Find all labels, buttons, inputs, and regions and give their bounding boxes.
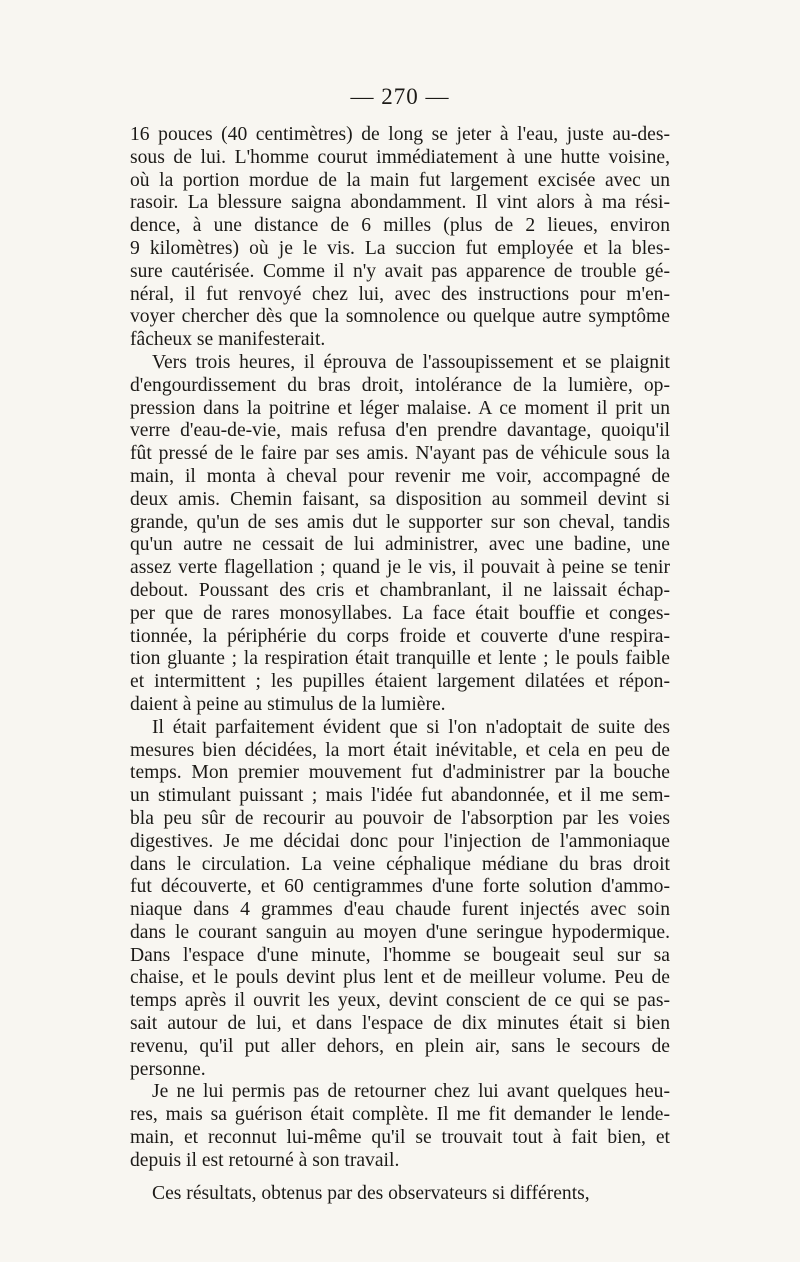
page-number: — 270 — (350, 84, 450, 109)
text-line: mesures bien décidées, la mort était inévitable, et cela en peu de (130, 739, 670, 761)
text-line: temps. Mon premier mouvement fut d'administrer par la bouche (130, 762, 670, 784)
text-line: digestives. Je me décidai donc pour l'injection de l'ammoniaque (130, 830, 670, 852)
text-line: néral, il fut renvoyé chez lui, avec des instructions pour m'en- (130, 283, 670, 305)
text-line: main, il monta à cheval pour revenir me voir, accompagné de (130, 465, 670, 487)
text-line: temps après il ouvrit les yeux, devint conscient de ce qui se pas- (130, 990, 670, 1012)
text-line: tionnée, la périphérie du corps froide et couverte d'une respira- (130, 625, 670, 647)
text-line: dans le courant sanguin au moyen d'une seringue hypodermique. (130, 921, 670, 943)
text-line: tion gluante ; la respiration était tranquille et lente ; le pouls faible (130, 648, 670, 670)
text-line: verre d'eau-de-vie, mais refusa d'en prendre davantage, quoiqu'il (130, 420, 670, 442)
text-line: 16 pouces (40 centimètres) de long se jeter à l'eau, juste au-des- (130, 124, 670, 145)
text-line: revenu, qu'il put aller dehors, en plein air, sans le secours de (130, 1035, 670, 1057)
paragraph (130, 717, 670, 1082)
text-line: daient à peine au stimulus de la lumière. (130, 693, 446, 715)
text-line: pression dans la poitrine et léger malaise. A ce moment il prit un (130, 397, 670, 419)
text-line: dence, à une distance de 6 milles (plus de 2 lieues, environ (130, 215, 670, 237)
text-line: sure cautérisée. Comme il n'y avait pas apparence de trouble gé- (130, 260, 670, 282)
text-line: Dans l'espace d'une minute, l'homme se bougeait seul sur sa (130, 944, 670, 966)
text-line: qu'un autre ne cessait de lui administrer, avec une badine, une (130, 534, 670, 556)
paragraph (130, 1081, 670, 1172)
text-line: dans le circulation. La veine céphalique médiane du bras droit (130, 853, 670, 875)
text-line: bla peu sûr de recourir au pouvoir de l'absorption par les voies (130, 807, 670, 829)
text-line: grande, qu'un de ses amis dut le supporter sur son cheval, tandis (130, 511, 670, 533)
text-line: 9 kilomètres) où je le vis. La succion fut employée et la bles- (130, 237, 670, 259)
text-line: d'engourdissement du bras droit, intolérance de la lumière, op- (130, 374, 670, 396)
text-line: assez verte flagellation ; quand je le vis, il pouvait à peine se tenir (130, 557, 670, 579)
text-line: deux amis. Chemin faisant, sa disposition au sommeil devint si (130, 488, 670, 510)
text-line: un stimulant puissant ; mais l'idée fut abandonnée, et il me sem- (130, 785, 670, 807)
text-line: et intermittent ; les pupilles étaient largement dilatées et répon- (130, 671, 670, 693)
text-line: depuis il est retourné à son travail. (130, 1149, 400, 1171)
text-line: sait autour de lui, et dans l'espace de dix minutes était si bien (130, 1013, 670, 1035)
text-line: rasoir. La blessure saigna abondamment. Il vint alors à ma rési- (130, 192, 670, 214)
text-line: per que de rares monosyllabes. La face était bouffie et conges- (130, 602, 670, 624)
text-line: main, et reconnut lui-même qu'il se trouvait tout à fait bien, et (130, 1127, 670, 1149)
text-line: Je ne lui permis pas de retourner chez lui avant quelques heu- (152, 1081, 670, 1103)
text-line: Vers trois heures, il éprouva de l'assoupissement et se plaignit (152, 351, 670, 373)
text-line: sous de lui. L'homme courut immédiatement à une hutte voisine, (130, 146, 670, 168)
paragraph (130, 352, 670, 717)
text-line: res, mais sa guérison était complète. Il me fit demander le lende- (130, 1104, 670, 1126)
text-line: voyer chercher dès que la somnolence ou quelque autre symptôme (130, 306, 670, 328)
text-line: debout. Poussant des cris et chambranlant, il ne laissait échap- (130, 579, 670, 601)
body-text (130, 124, 670, 1205)
text-line: Il était parfaitement évident que si l'on n'adoptait de suite des (152, 716, 670, 738)
text-line: chaise, et le pouls devint plus lent et de meilleur volume. Peu de (130, 967, 670, 989)
text-line: fut découverte, et 60 centigrammes d'une forte solution d'ammo- (130, 876, 670, 898)
text-line: fâcheux se manifesterait. (130, 329, 326, 351)
text-line: personne. (130, 1058, 206, 1080)
text-line: où la portion mordue de la main fut largement excisée avec un (130, 169, 670, 191)
paragraph (130, 124, 670, 352)
text-line: Ces résultats, obtenus par des observateurs si différents, (152, 1182, 590, 1204)
paragraph (130, 1183, 670, 1206)
text-line: niaque dans 4 grammes d'eau chaude furent injectés avec soin (130, 899, 670, 921)
text-line: fût pressé de le faire par ses amis. N'ayant pas de véhicule sous la (130, 443, 670, 465)
